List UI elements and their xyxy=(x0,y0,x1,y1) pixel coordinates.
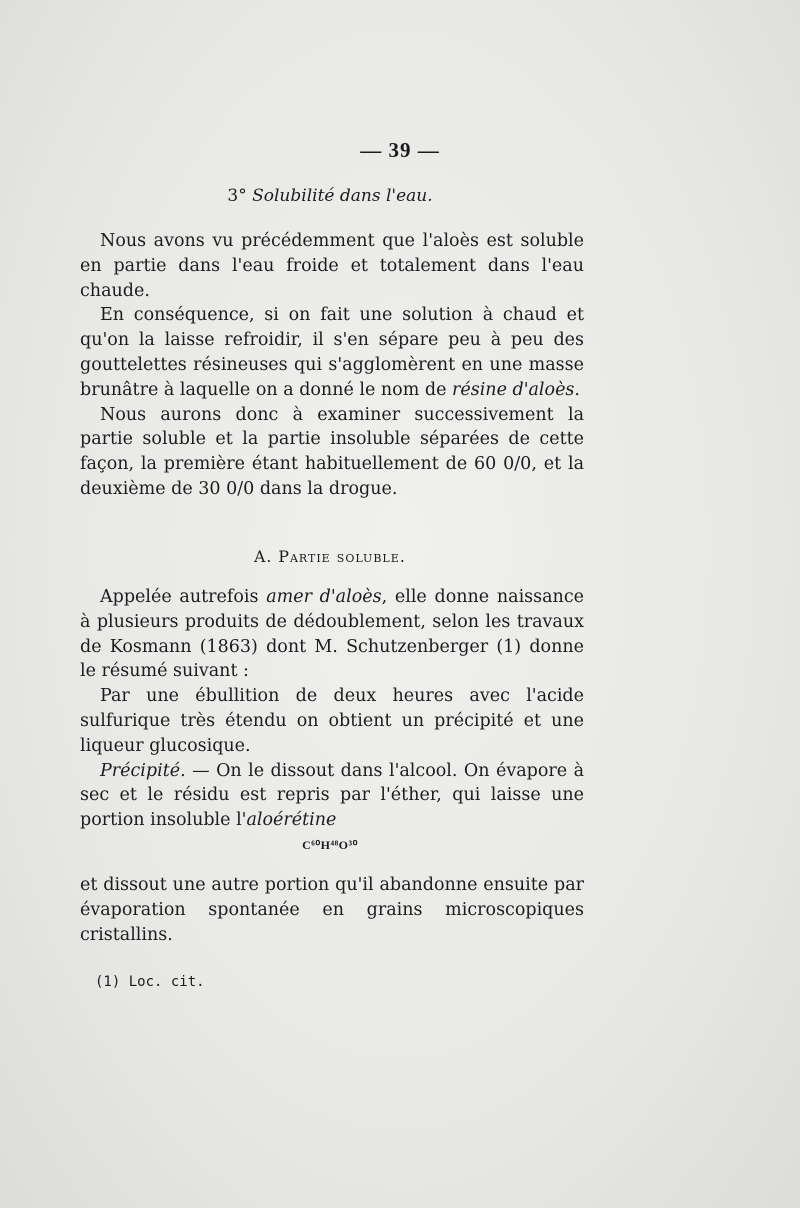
subsection-heading xyxy=(0,547,660,566)
paragraph: Appelée autrefois amer d'aloès, elle donne naissance à plusieurs produits de dédoublement, selon les travaux de Kosmann (1863) dont M. Schutzenberger (1) donne le résumé suivant : xyxy=(80,587,584,682)
footnote: (1) Loc. cit. xyxy=(95,974,205,990)
body-text-3 xyxy=(80,873,584,947)
paragraph: Par une ébullition de deux heures avec l'acide sulfurique très étendu on obtient un précipité et une liqueur glucosique. xyxy=(80,686,584,756)
paragraph: Nous aurons donc à examiner successivement la partie soluble et la partie insoluble séparées de cette façon, la première étant habituellement de 60 0/0, et la deuxième de 30 0/0 dans la drogue. xyxy=(80,404,584,499)
section-heading xyxy=(0,186,660,206)
paragraph: Précipité. — On le dissout dans l'alcool. On évapore à sec et le résidu est repris par l'éther, qui laisse une portion insoluble l'aloérétine xyxy=(80,760,584,831)
section-number: 3° xyxy=(227,186,247,206)
body-text-2 xyxy=(80,585,584,833)
body-text-1 xyxy=(80,229,584,502)
paragraph: En conséquence, si on fait une solution à chaud et qu'on la laisse refroidir, il s'en sépare peu à peu des gouttelettes résineuses qui s'agglomèrent en une masse brunâtre à laquelle on a donné le nom de résine d'aloès. xyxy=(80,305,584,400)
subsection-letter: A. xyxy=(254,548,273,566)
subsection-title: Partie soluble. xyxy=(278,547,406,566)
page-number: — 39 — xyxy=(360,138,440,162)
chemical-formula: C⁶⁰H⁴⁸O³⁰ xyxy=(302,838,358,852)
paragraph: Nous avons vu précédemment que l'aloès est soluble en partie dans l'eau froide et totalement dans l'eau chaude. xyxy=(80,231,584,301)
section-title: Solubilité dans l'eau. xyxy=(252,186,433,206)
paragraph: et dissout une autre portion qu'il abandonne ensuite par évaporation spontanée en grains microscopiques cristallins. xyxy=(80,875,584,945)
